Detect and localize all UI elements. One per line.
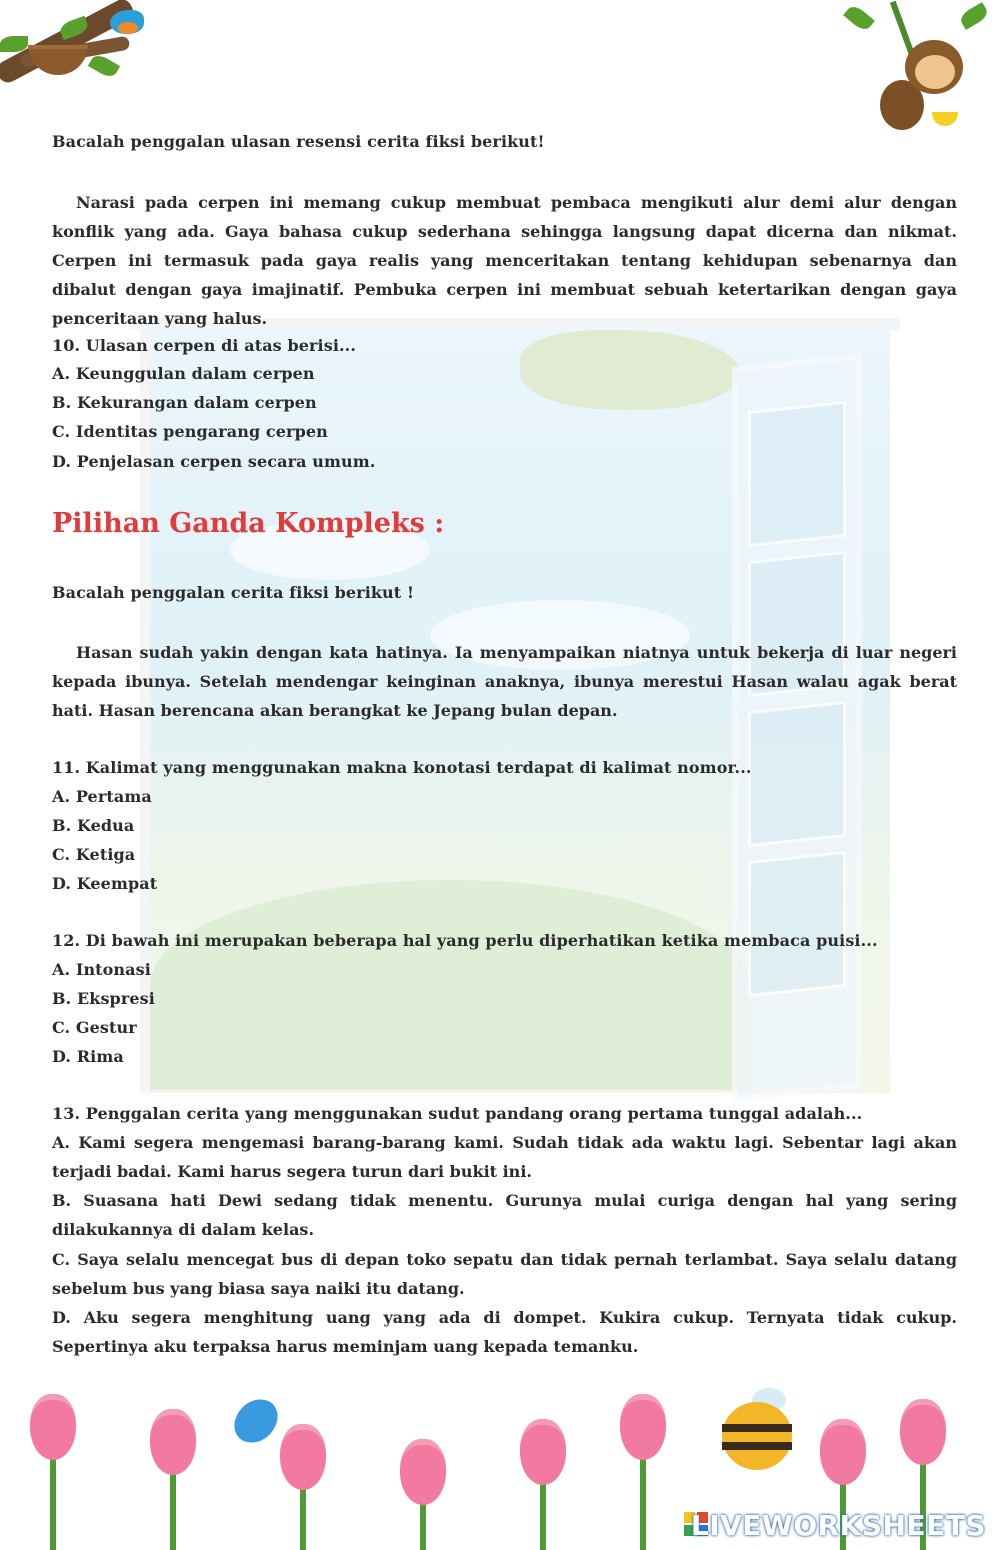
section-heading: Pilihan Ganda Kompleks : (52, 508, 445, 539)
q13-option-c[interactable]: C. Saya selalu mencegat bus di depan toko sepatu dan tidak pernah terlambat. Saya selalu datang sebelum bus yang biasa saya naiki itu datang. (52, 1250, 957, 1298)
leaf-decoration (843, 3, 875, 33)
liveworksheets-brand[interactable]: LIVEWORKSHEETS (690, 1509, 986, 1542)
q10-option-b[interactable]: B. Kekurangan dalam cerpen (52, 393, 317, 412)
passage2-instruction: Bacalah penggalan cerita fiksi berikut ! (52, 583, 415, 602)
q12-option-d[interactable]: D. Rima (52, 1047, 124, 1066)
tulip-icon (150, 1420, 196, 1550)
tulip-icon (30, 1400, 76, 1550)
q13-option-b[interactable]: B. Suasana hati Dewi sedang tidak menentu. Gurunya mulai curiga dengan hal yang sering dilakukannya di dalam kelas. (52, 1191, 957, 1239)
q10-option-a[interactable]: A. Keunggulan dalam cerpen (52, 364, 315, 383)
q11-option-d[interactable]: D. Keempat (52, 874, 158, 893)
passage1-instruction: Bacalah penggalan ulasan resensi cerita fiksi berikut! (52, 132, 545, 151)
bird-icon-belly (118, 22, 138, 34)
q10-option-c[interactable]: C. Identitas pengarang cerpen (52, 422, 328, 441)
tulip-icon (280, 1440, 326, 1550)
leaf-decoration (0, 36, 28, 52)
q13-option-d[interactable]: D. Aku segera menghitung uang yang ada di dompet. Kukira cukup. Ternyata tidak cukup. Sepertinya aku terpaksa harus meminjam uang kepada temanku. (52, 1308, 957, 1356)
passage1-text: Narasi pada cerpen ini memang cukup membuat pembaca mengikuti alur demi alur dengan konflik yang ada. Gaya bahasa cukup sederhana sehingga langsung dapat dicerna dan nikmat. Cerpen ini termasuk pada gaya realis yang menceritakan tentang kehidupan sebenarnya dan dibalut dengan gaya imajinatif. Pembuka cerpen ini membuat sebuah ketertarikan dengan gaya penceritaan yang halus. (52, 193, 957, 328)
hill-decoration (150, 880, 750, 1090)
q12-question: 12. Di bawah ini merupakan beberapa hal yang perlu diperhatikan ketika membaca puisi... (52, 931, 878, 950)
q12-option-a[interactable]: A. Intonasi (52, 960, 151, 979)
banana-icon (932, 112, 958, 126)
tulip-icon (400, 1450, 446, 1550)
q11-question: 11. Kalimat yang menggunakan makna konotasi terdapat di kalimat nomor... (52, 758, 752, 777)
tulip-icon (620, 1400, 666, 1550)
q12-option-c[interactable]: C. Gestur (52, 1018, 137, 1037)
monkey-icon-face (915, 55, 955, 89)
tulip-icon (520, 1430, 566, 1550)
q10-option-d[interactable]: D. Penjelasan cerpen secara umum. (52, 452, 376, 471)
leaf-decoration (958, 2, 990, 30)
leaf-decoration (88, 52, 120, 80)
q11-option-a[interactable]: A. Pertama (52, 787, 152, 806)
nest-icon (28, 45, 88, 75)
bee-icon (722, 1402, 792, 1470)
q13-option-a[interactable]: A. Kami segera mengemasi barang-barang kami. Sudah tidak ada waktu lagi. Sebentar lagi akan terjadi badai. Kami harus segera turun dari bukit ini. (52, 1133, 957, 1181)
window-shutter (732, 353, 862, 1102)
passage2-text: Hasan sudah yakin dengan kata hatinya. Ia menyampaikan niatnya untuk bekerja di luar negeri kepada ibunya. Setelah mendengar keinginan anaknya, ibunya merestui Hasan walau agak berat hati. Hasan berencana akan berangkat ke Jepang bulan depan. (52, 643, 957, 720)
q10-question: 10. Ulasan cerpen di atas berisi... (52, 336, 357, 355)
q11-option-c[interactable]: C. Ketiga (52, 845, 136, 864)
q11-option-b[interactable]: B. Kedua (52, 816, 135, 835)
q13-question: 13. Penggalan cerita yang menggunakan sudut pandang orang pertama tunggal adalah... (52, 1104, 863, 1123)
q12-option-b[interactable]: B. Ekspresi (52, 989, 155, 1008)
